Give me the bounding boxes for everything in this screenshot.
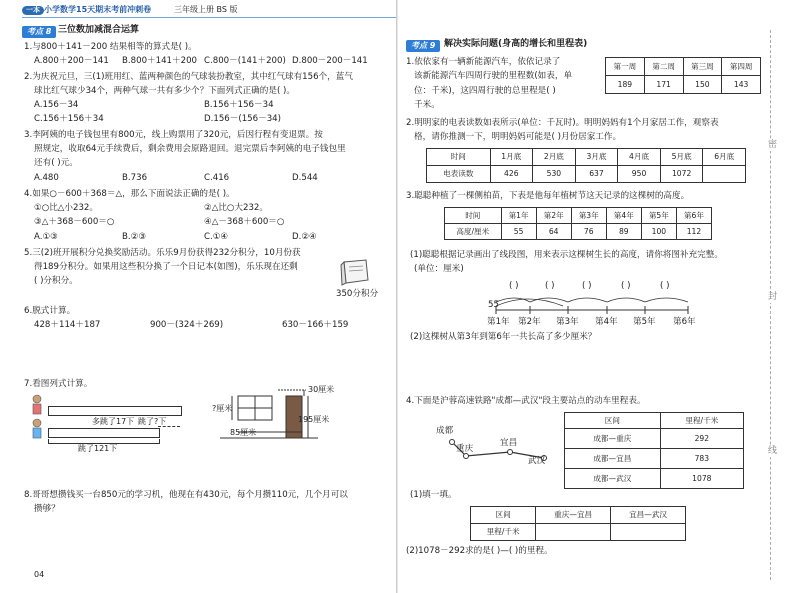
seg-year-2: 第2年	[518, 317, 541, 327]
q7-height-195: 195厘米	[298, 415, 330, 424]
q3-line2: 照规定，收取64元手续费后，剩余费用会原路退回。退完票后李阿姨的电子钱包里	[34, 144, 346, 154]
kp9-title: 解决实际问题(身高的增长和里程表)	[444, 39, 588, 49]
mileage-cell: 171	[644, 76, 683, 94]
tree-header: 时间	[445, 208, 502, 224]
q1-opt-a: A.800＋200－141	[34, 56, 109, 66]
page-number: 04	[34, 570, 45, 579]
q2-opt-c: C.156＋156＋34	[34, 114, 104, 124]
tree-header: 第3年	[571, 208, 606, 224]
tree-header: 第1年	[501, 208, 536, 224]
q7-height-unknown: ?厘米	[212, 404, 233, 413]
station-wuhan: 武汉	[528, 456, 546, 466]
fill-header: 重庆—宜昌	[536, 507, 611, 524]
q8-line1: 8.哥哥想攒钱买一台850元的学习机，他现在有430元，每个月攒110元，几个月可以	[24, 490, 348, 500]
meter-cell: 426	[490, 166, 533, 183]
seal-char-feng: 封	[768, 292, 778, 302]
brand-logo: 一本	[22, 6, 44, 15]
r-q4-p2: (2)1078－292求的是( )—( )的里程。	[406, 546, 553, 556]
meter-cell: 637	[575, 166, 618, 183]
tree-cell: 高度/厘米	[445, 224, 502, 240]
fill-header: 区间	[471, 507, 536, 524]
r-q1-line3: 位：千米)，这四周行驶的总里程是( )	[414, 86, 556, 96]
meter-header: 2月底	[533, 149, 576, 166]
q3-line3: 还有( )元。	[34, 158, 78, 168]
q7-label-unknown: 跳了?下	[138, 417, 167, 426]
train-header: 里程/千米	[660, 413, 743, 429]
r-q1-line1: 1.依依家有一辆新能源汽车，依依记录了	[406, 57, 561, 67]
tree-cell: 100	[641, 224, 676, 240]
q6-expr-3: 630－166＋159	[282, 320, 349, 330]
q2-line1: 2.为庆祝元旦，三(1)班用红、蓝两种颜色的气球装扮教室，其中红气球有156个，蓝气	[24, 72, 353, 82]
train-cell: 783	[660, 449, 743, 469]
mileage-cell: 143	[722, 76, 761, 94]
q4-s2: ②△比○大232。	[204, 203, 268, 213]
seg-year-5: 第5年	[633, 317, 656, 327]
seal-char-mi: 密	[768, 140, 778, 150]
q1-opt-d: D.800－200－141	[292, 56, 368, 66]
diary-book-icon	[338, 258, 370, 286]
seg-paren-3: ( )	[582, 281, 592, 291]
mileage-header: 第四周	[722, 58, 761, 76]
railway-route-map	[436, 434, 556, 474]
q7-label-more: 多跳了17下	[92, 417, 135, 426]
q4-s4: ④△－368＋600＝○	[204, 217, 285, 227]
train-cell: 292	[660, 429, 743, 449]
mileage-header: 第二周	[644, 58, 683, 76]
q5-line2: 得189分积分。如果用这些积分换了一个日记本(如图)，乐乐现在还剩	[34, 262, 298, 272]
meter-header: 1月底	[490, 149, 533, 166]
mileage-cell: 189	[606, 76, 645, 94]
fill-cell-answer[interactable]	[536, 524, 611, 541]
q5-line3: ( )分积分。	[34, 276, 78, 286]
jump-brace	[48, 439, 160, 444]
kp8-badge: 考点 8	[22, 26, 56, 38]
q6-expr-2: 900－(324＋269)	[150, 320, 224, 330]
q4-opt-c: C.①④	[204, 232, 229, 242]
tree-cell: 64	[536, 224, 571, 240]
meter-cell: 1072	[660, 166, 703, 183]
kp8-title: 三位数加减混合运算	[58, 25, 140, 35]
meter-header: 时间	[427, 149, 491, 166]
q8-line2: 攒够？	[34, 504, 60, 514]
q1-stem: 1.与800＋141－200 结果相等的算式是( )。	[24, 42, 197, 52]
seg-paren-4: ( )	[621, 281, 631, 291]
r-q2-line1: 2.明明家的电表读数如表所示(单位：千瓦时)。明明妈妈有1个月家居工作，观察表	[406, 118, 719, 128]
q7-width-85: 85厘米	[230, 428, 257, 437]
seal-line	[770, 30, 771, 580]
kp9-badge: 考点 9	[406, 40, 440, 52]
r-q3-p1a: (1)聪聪根据记录画出了线段图，用来表示这棵树生长的高度，请你将图补充完整。	[410, 250, 723, 260]
meter-cell: 950	[618, 166, 661, 183]
tree-cell: 76	[571, 224, 606, 240]
seg-paren-5: ( )	[660, 281, 670, 291]
q4-opt-a: A.①③	[34, 232, 58, 242]
tree-cell: 89	[606, 224, 641, 240]
right-page	[398, 0, 800, 593]
r-q1-line4: 千米。	[414, 100, 440, 110]
child-figure-2-icon	[28, 418, 46, 440]
tree-header: 第2年	[536, 208, 571, 224]
tree-height-table	[444, 207, 712, 240]
seg-year-4: 第4年	[595, 317, 618, 327]
mileage-header: 第三周	[683, 58, 722, 76]
q3-opt-a: A.480	[34, 173, 59, 183]
q4-opt-d: D.②④	[292, 232, 317, 242]
train-cell: 成都—武汉	[565, 469, 661, 489]
station-chongqing: 重庆	[456, 444, 474, 454]
train-cell: 1078	[660, 469, 743, 489]
meter-header: 6月底	[703, 149, 746, 166]
tree-header: 第5年	[641, 208, 676, 224]
q1-opt-b: B.800＋141＋200	[122, 56, 198, 66]
q1-opt-c: C.800－(141＋200)	[204, 56, 286, 66]
q2-opt-b: B.156＋156－34	[204, 100, 274, 110]
q2-opt-a: A.156－34	[34, 100, 79, 110]
seal-char-xian: 线	[768, 446, 778, 456]
q3-opt-b: B.736	[122, 173, 148, 183]
child-figure-1-icon	[28, 394, 46, 416]
seg-paren-1: ( )	[509, 281, 519, 291]
r-q4-p1: (1)填一填。	[410, 490, 457, 500]
seg-start-value: 55	[488, 300, 499, 310]
r-q2-line2: 格，请你推测一下，明明妈妈可能是( )月份居家工作。	[414, 132, 622, 142]
r-q3-p2: (2)这棵树从第3年到第6年一共长高了多少厘米？	[410, 332, 597, 342]
jump-bar-2	[48, 428, 160, 438]
q3-opt-c: C.416	[204, 173, 230, 183]
meter-cell: 电表读数	[427, 166, 491, 183]
tree-cell: 112	[676, 224, 711, 240]
seg-paren-2: ( )	[545, 281, 555, 291]
r-q1-line2: 该新能源汽车四周行驶的里程数(如表，单	[414, 71, 573, 81]
mileage-cell: 150	[683, 76, 722, 94]
train-cell: 成都—宜昌	[565, 449, 661, 469]
q7-stem: 7.看图列式计算。	[24, 379, 93, 389]
meter-header: 3月底	[575, 149, 618, 166]
q3-line1: 3.李阿姨的电子钱包里有800元，线上购票用了320元，后因行程有变退票。按	[24, 130, 323, 140]
meter-cell	[703, 166, 746, 183]
train-cell: 成都—重庆	[565, 429, 661, 449]
meter-header: 5月底	[660, 149, 703, 166]
header-rule	[22, 17, 398, 18]
fill-cell-answer[interactable]	[611, 524, 686, 541]
q5-line1: 5.三(2)班开展积分兑换奖励活动。乐乐9月份获得232分积分，10月份获	[24, 248, 301, 258]
station-yichang: 宜昌	[500, 438, 518, 448]
q6-expr-1: 428＋114＋187	[34, 320, 101, 330]
r-q3-p1b: (单位：厘米)	[414, 264, 464, 274]
left-page	[0, 0, 398, 593]
tree-header: 第4年	[606, 208, 641, 224]
q4-s3: ③△＋368－600＝○	[34, 217, 115, 227]
tree-segment-diagram	[488, 290, 698, 316]
meter-cell: 530	[533, 166, 576, 183]
fill-in-table	[470, 506, 686, 541]
q4-stem: 4.如果○－600＋368＝△，那么下面说法正确的是( )。	[24, 189, 235, 199]
q5-price-label: 350分积分	[336, 289, 379, 299]
train-header: 区间	[565, 413, 661, 429]
meter-reading-table	[426, 148, 746, 183]
q4-opt-b: B.②③	[122, 232, 147, 242]
jump-bar-1	[48, 406, 182, 416]
q2-line2: 球比红气球少34个，两种气球一共有多少个？下面列式正确的是( )。	[34, 86, 295, 96]
q4-s1: ①○比△小232。	[34, 203, 98, 213]
q7-label-121: 跳了121下	[78, 444, 118, 453]
tree-header: 第6年	[676, 208, 711, 224]
seg-year-6: 第6年	[673, 317, 696, 327]
r-q4-stem: 4.下面是沪蓉高速铁路"成都—武汉"段主要站点的动车里程表。	[406, 396, 646, 406]
meter-header: 4月底	[618, 149, 661, 166]
book-title: 小学数学15天期末考前冲刺卷	[44, 5, 152, 14]
seg-year-1: 第1年	[487, 317, 510, 327]
q6-stem: 6.脱式计算。	[24, 306, 76, 316]
fill-row-label: 里程/千米	[471, 524, 536, 541]
station-chengdu: 成都	[436, 426, 454, 436]
mileage-week-table	[605, 57, 761, 94]
mileage-header: 第一周	[606, 58, 645, 76]
r-q3-stem: 3.聪聪种植了一棵侧柏苗，下表是他每年植树节这天记录的这棵树的高度。	[406, 191, 690, 201]
tree-cell: 55	[501, 224, 536, 240]
q3-opt-d: D.544	[292, 173, 318, 183]
q7-height-30: 30厘米	[308, 385, 335, 394]
seg-year-3: 第3年	[556, 317, 579, 327]
q2-opt-d: D.156－(156－34)	[204, 114, 281, 124]
fill-header: 宜昌—武汉	[611, 507, 686, 524]
grade-label: 三年级上册 BS 版	[174, 5, 238, 14]
train-mileage-table	[564, 412, 744, 489]
